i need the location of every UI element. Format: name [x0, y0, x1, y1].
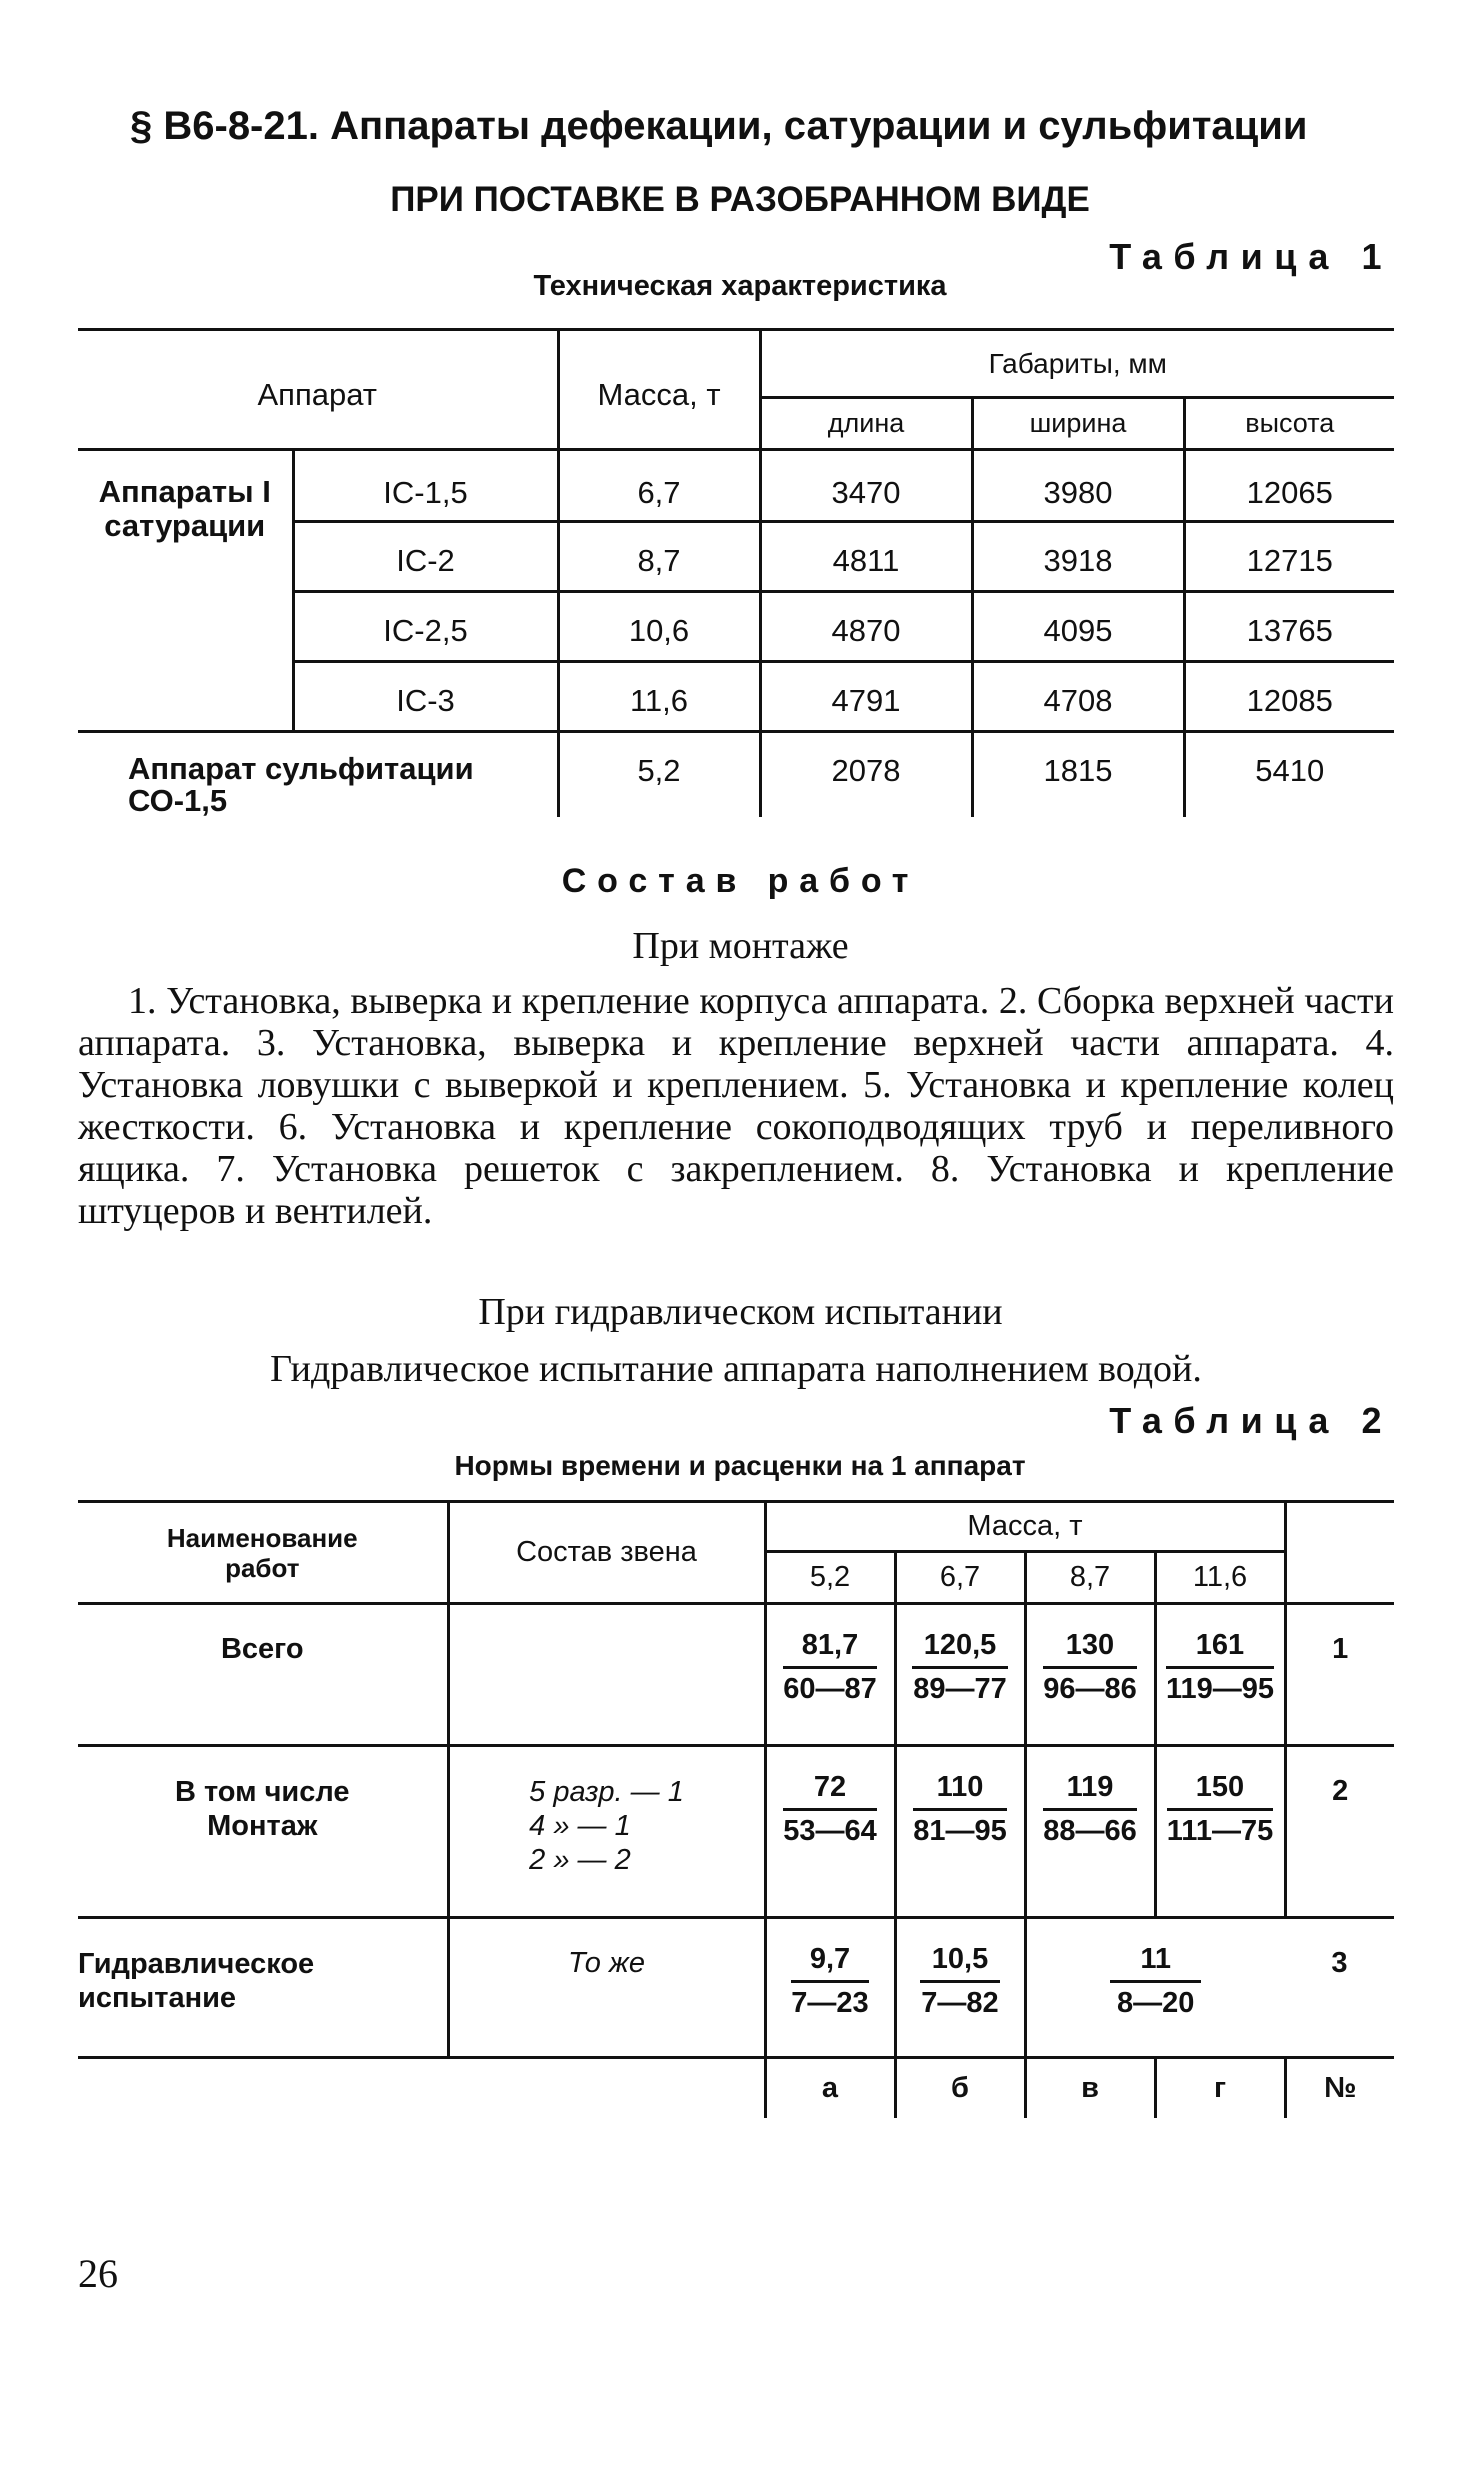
crew [448, 1604, 765, 1746]
model: IC-3 [293, 662, 558, 732]
work-name: Всего [78, 1604, 448, 1746]
table-row [78, 1746, 1394, 1918]
length: 2078 [760, 732, 972, 818]
model: IC-1,5 [293, 450, 558, 522]
mass: 8,7 [558, 522, 760, 592]
table-row [78, 732, 1394, 818]
norm-value: $\frac{72}{53—64}$ [765, 1746, 895, 1918]
column-letter: б [895, 2058, 1025, 2118]
height: 12065 [1184, 450, 1394, 522]
header-height: высота [1184, 398, 1394, 450]
table-row [78, 1604, 1394, 1746]
model: IC-2,5 [293, 592, 558, 662]
norm-value: $\frac{110}{81—95}$ [895, 1746, 1025, 1918]
crew: 5 разр. — 1 4 » — 1 2 » — 2 [448, 1746, 765, 1918]
height: 12085 [1184, 662, 1394, 732]
mounting-text: 1. Установка, выверка и крепление корпуса аппарата. 2. Сборка верхней части аппарата. 3. Установка, выверка и крепление верхней части аппарата. 4. Установка ловушки с выверкой и креплением. 5. Установка и крепление колец жесткости. 6. Установка и крепление сокоподводящих труб и переливного ящика. 7. Установка решеток с закреплением. 8. Установка и крепление штуцеров и вентилей. [78, 980, 1394, 1232]
work-name: Гидравлическое испытание [78, 1918, 448, 2058]
length: 4791 [760, 662, 972, 732]
table2-caption: Нормы времени и расценки на 1 аппарат [454, 1450, 1026, 1481]
group-label: Аппараты I сатурации [78, 450, 293, 732]
mass: 11,6 [558, 662, 760, 732]
table-row [78, 1918, 1394, 2058]
norm-value: $\frac{150}{111—75}$ [1155, 1746, 1285, 1918]
mass: 10,6 [558, 592, 760, 662]
time-norms-table [78, 1500, 1394, 2118]
width: 4095 [972, 592, 1184, 662]
norm-value: $\frac{119}{88—66}$ [1025, 1746, 1155, 1918]
width: 4708 [972, 662, 1184, 732]
sulfitation-apparatus-name: Аппарат сульфитации СО-1,5 [128, 751, 474, 818]
header-width: ширина [972, 398, 1184, 450]
norm-value: $\frac{130}{96—86}$ [1025, 1604, 1155, 1746]
section-subtitle: ПРИ ПОСТАВКЕ В РАЗОБРАННОМ ВИДЕ [390, 180, 1090, 219]
work-name: В том числе Монтаж [78, 1746, 448, 1918]
row-number: 1 [1285, 1604, 1394, 1746]
row-number: 2 [1285, 1746, 1394, 1918]
header-crew: Состав звена [448, 1502, 765, 1604]
length: 3470 [760, 450, 972, 522]
mass: 6,7 [558, 450, 760, 522]
mass-11-6: 11,6 [1155, 1552, 1285, 1604]
mass-8-7: 8,7 [1025, 1552, 1155, 1604]
width: 3918 [972, 522, 1184, 592]
hydro-test-text: Гидравлическое испытание аппарата наполнением водой. [270, 1348, 1202, 1390]
mass-5-2: 5,2 [765, 1552, 895, 1604]
height: 13765 [1184, 592, 1394, 662]
technical-spec-table [78, 328, 1394, 817]
composition-title: Состав работ [561, 862, 920, 900]
table-row [78, 450, 1394, 522]
footer-row [78, 2058, 1394, 2118]
mass: 5,2 [558, 732, 760, 818]
crew: То же [448, 1918, 765, 2058]
row-number: 3 [1285, 1918, 1394, 2058]
length: 4870 [760, 592, 972, 662]
length: 4811 [760, 522, 972, 592]
header-dimensions: Габариты, мм [760, 330, 1394, 398]
width: 1815 [972, 732, 1184, 818]
table2-label: Таблица 2 [1109, 1400, 1393, 1441]
column-letter: г [1155, 2058, 1285, 2118]
header-apparatus: Аппарат [78, 330, 558, 450]
header-mass: Масса, т [765, 1502, 1285, 1552]
norm-value: $\frac{9,7}{7—23}$ [765, 1918, 895, 2058]
norm-value: $\frac{10,5}{7—82}$ [895, 1918, 1025, 2058]
header-mass: Масса, т [558, 330, 760, 450]
height: 5410 [1184, 732, 1394, 818]
section-title: § В6-8-21. Аппараты дефекации, сатурации и сульфитации [130, 104, 1308, 148]
header-no [1285, 1502, 1394, 1604]
table1-caption: Техническая характеристика [533, 270, 947, 302]
header-work-name: Наименование работ [78, 1502, 448, 1604]
width: 3980 [972, 450, 1184, 522]
norm-value: $\frac{11}{8—20}$ [1025, 1918, 1285, 2058]
table1-label: Таблица 1 [1109, 236, 1393, 277]
norm-value: $\frac{120,5}{89—77}$ [895, 1604, 1025, 1746]
norm-value: $\frac{81,7}{60—87}$ [765, 1604, 895, 1746]
hydro-test-title: При гидравлическом испытании [478, 1291, 1003, 1333]
column-number-sign: № [1324, 2071, 1357, 2104]
norm-value: $\frac{161}{119—95}$ [1155, 1604, 1285, 1746]
header-length: длина [760, 398, 972, 450]
height: 12715 [1184, 522, 1394, 592]
mass-6-7: 6,7 [895, 1552, 1025, 1604]
column-letter: в [1025, 2058, 1155, 2118]
column-letter: а [765, 2058, 895, 2118]
page-number: 26 [78, 2251, 118, 2296]
mounting-title: При монтаже [632, 925, 849, 967]
model: IC-2 [293, 522, 558, 592]
